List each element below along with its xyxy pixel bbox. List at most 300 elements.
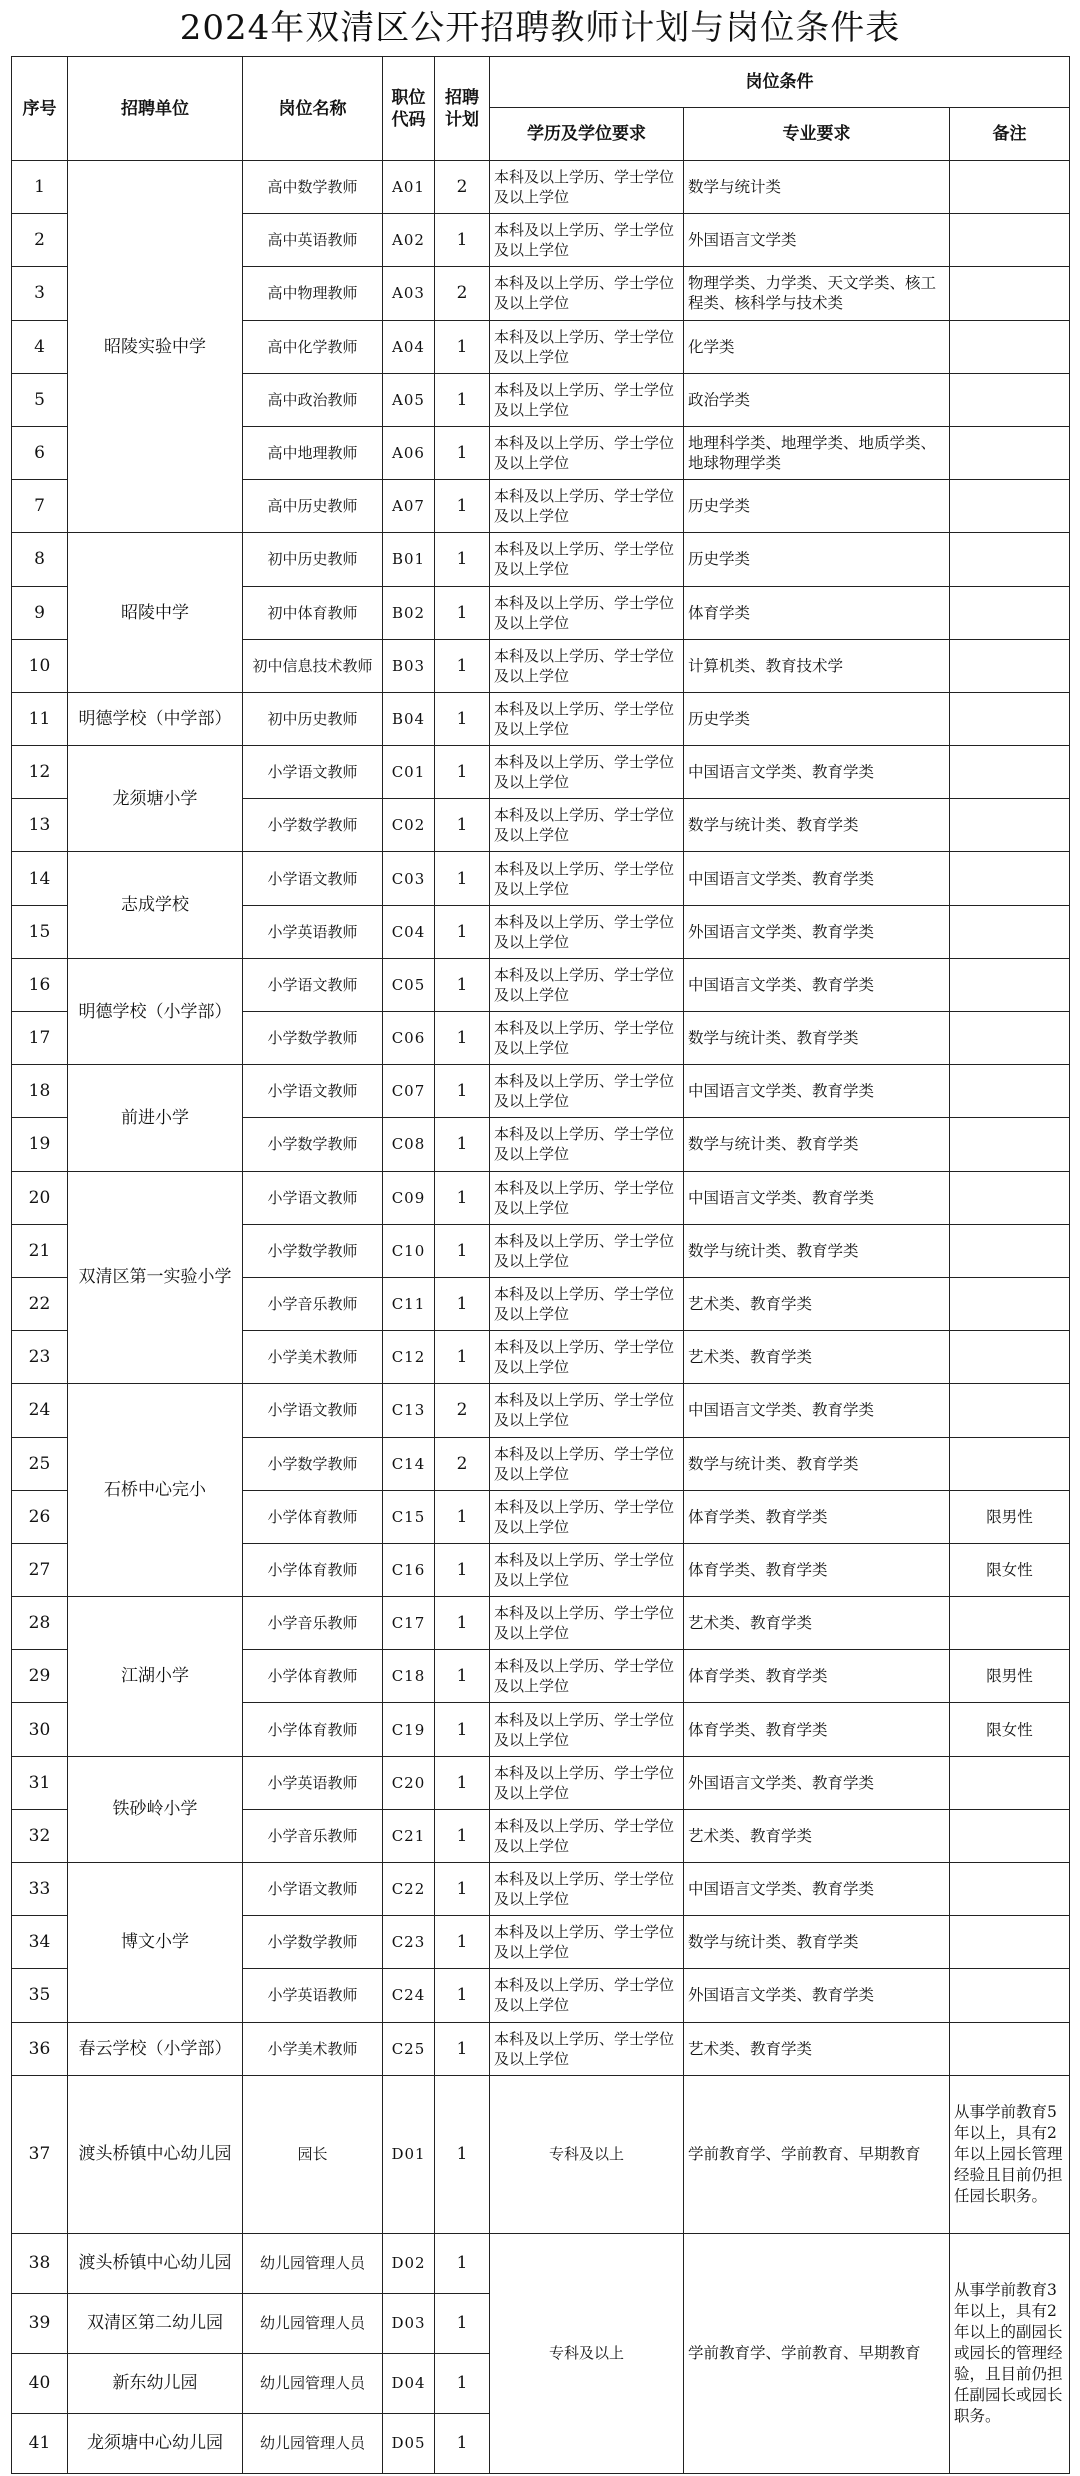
major-cell: 中国语言文学类、教育学类 xyxy=(684,746,950,799)
code-cell: C06 xyxy=(383,1012,435,1065)
seq-cell: 32 xyxy=(12,1809,68,1862)
major-cell: 历史学类 xyxy=(684,692,950,745)
unit-cell: 龙须塘中心幼儿园 xyxy=(68,2413,243,2473)
seq-cell: 14 xyxy=(12,852,68,905)
edu-cell: 本科及以上学历、学士学位及以上学位 xyxy=(490,692,684,745)
seq-cell: 27 xyxy=(12,1543,68,1596)
plan-cell: 1 xyxy=(435,373,490,426)
seq-cell: 29 xyxy=(12,1650,68,1703)
header-code: 职位代码 xyxy=(383,57,435,161)
plan-cell: 1 xyxy=(435,1969,490,2022)
post-cell: 小学数学教师 xyxy=(243,1012,383,1065)
plan-cell: 1 xyxy=(435,1916,490,1969)
unit-cell: 石桥中心完小 xyxy=(68,1384,243,1597)
note-cell: 限女性 xyxy=(950,1543,1070,1596)
note-cell xyxy=(950,320,1070,373)
plan-cell: 1 xyxy=(435,1224,490,1277)
seq-cell: 34 xyxy=(12,1916,68,1969)
post-cell: 小学数学教师 xyxy=(243,1916,383,1969)
major-cell: 艺术类、教育学类 xyxy=(684,1331,950,1384)
table-row xyxy=(12,746,1070,799)
header-note: 备注 xyxy=(950,108,1070,161)
post-cell: 幼儿园管理人员 xyxy=(243,2293,383,2353)
code-cell: C16 xyxy=(383,1543,435,1596)
table-row xyxy=(12,1065,1070,1118)
post-cell: 小学语文教师 xyxy=(243,1171,383,1224)
plan-cell: 1 xyxy=(435,1065,490,1118)
seq-cell: 31 xyxy=(12,1756,68,1809)
major-cell: 体育学类、教育学类 xyxy=(684,1490,950,1543)
post-cell: 小学语文教师 xyxy=(243,852,383,905)
edu-cell: 本科及以上学历、学士学位及以上学位 xyxy=(490,1012,684,1065)
code-cell: D01 xyxy=(383,2075,435,2233)
code-cell: A03 xyxy=(383,267,435,320)
note-cell xyxy=(950,161,1070,214)
major-cell: 中国语言文学类、教育学类 xyxy=(684,1384,950,1437)
table-row xyxy=(12,2022,1070,2075)
plan-cell: 1 xyxy=(435,1171,490,1224)
note-cell xyxy=(950,1597,1070,1650)
major-cell: 地理科学类、地理学类、地质学类、地球物理学类 xyxy=(684,426,950,479)
seq-cell: 28 xyxy=(12,1597,68,1650)
edu-cell: 本科及以上学历、学士学位及以上学位 xyxy=(490,1490,684,1543)
seq-cell: 7 xyxy=(12,480,68,533)
seq-cell: 30 xyxy=(12,1703,68,1756)
unit-cell: 新东幼儿园 xyxy=(68,2353,243,2413)
note-cell: 限男性 xyxy=(950,1650,1070,1703)
post-cell: 初中体育教师 xyxy=(243,586,383,639)
plan-cell: 1 xyxy=(435,2075,490,2233)
seq-cell: 25 xyxy=(12,1437,68,1490)
edu-cell: 本科及以上学历、学士学位及以上学位 xyxy=(490,1650,684,1703)
major-cell: 数学与统计类、教育学类 xyxy=(684,1916,950,1969)
post-cell: 小学语文教师 xyxy=(243,1863,383,1916)
edu-cell: 本科及以上学历、学士学位及以上学位 xyxy=(490,1809,684,1862)
plan-cell: 1 xyxy=(435,2293,490,2353)
plan-cell: 1 xyxy=(435,214,490,267)
seq-cell: 3 xyxy=(12,267,68,320)
edu-cell: 本科及以上学历、学士学位及以上学位 xyxy=(490,1277,684,1330)
code-cell: D05 xyxy=(383,2413,435,2473)
unit-cell: 昭陵实验中学 xyxy=(68,161,243,533)
note-cell xyxy=(950,1809,1070,1862)
major-cell: 外国语言文学类、教育学类 xyxy=(684,1756,950,1809)
table-row xyxy=(12,1171,1070,1224)
note-cell xyxy=(950,586,1070,639)
code-cell: C15 xyxy=(383,1490,435,1543)
major-cell: 数学与统计类、教育学类 xyxy=(684,799,950,852)
note-cell xyxy=(950,1331,1070,1384)
major-cell: 数学与统计类、教育学类 xyxy=(684,1012,950,1065)
plan-cell: 1 xyxy=(435,2022,490,2075)
table-body xyxy=(12,161,1070,2474)
unit-cell: 昭陵中学 xyxy=(68,533,243,693)
seq-cell: 37 xyxy=(12,2075,68,2233)
post-cell: 高中数学教师 xyxy=(243,161,383,214)
code-cell: B03 xyxy=(383,639,435,692)
edu-cell: 本科及以上学历、学士学位及以上学位 xyxy=(490,1703,684,1756)
table-row xyxy=(12,161,1070,214)
seq-cell: 35 xyxy=(12,1969,68,2022)
seq-cell: 33 xyxy=(12,1863,68,1916)
note-cell xyxy=(950,639,1070,692)
seq-cell: 13 xyxy=(12,799,68,852)
edu-cell: 本科及以上学历、学士学位及以上学位 xyxy=(490,426,684,479)
edu-cell: 本科及以上学历、学士学位及以上学位 xyxy=(490,958,684,1011)
table-row xyxy=(12,852,1070,905)
major-cell: 外国语言文学类、教育学类 xyxy=(684,1969,950,2022)
note-cell xyxy=(950,373,1070,426)
unit-cell: 龙须塘小学 xyxy=(68,746,243,852)
code-cell: C24 xyxy=(383,1969,435,2022)
major-cell: 学前教育学、学前教育、早期教育 xyxy=(684,2233,950,2473)
plan-cell: 1 xyxy=(435,426,490,479)
post-cell: 小学数学教师 xyxy=(243,799,383,852)
code-cell: C05 xyxy=(383,958,435,1011)
unit-cell: 明德学校（中学部） xyxy=(68,692,243,745)
note-cell xyxy=(950,1118,1070,1171)
post-cell: 小学英语教师 xyxy=(243,905,383,958)
note-cell xyxy=(950,533,1070,586)
note-cell xyxy=(950,214,1070,267)
seq-cell: 2 xyxy=(12,214,68,267)
post-cell: 小学英语教师 xyxy=(243,1969,383,2022)
code-cell: B02 xyxy=(383,586,435,639)
edu-cell: 本科及以上学历、学士学位及以上学位 xyxy=(490,1756,684,1809)
major-cell: 体育学类、教育学类 xyxy=(684,1703,950,1756)
code-cell: C18 xyxy=(383,1650,435,1703)
major-cell: 中国语言文学类、教育学类 xyxy=(684,958,950,1011)
unit-cell: 前进小学 xyxy=(68,1065,243,1171)
edu-cell: 本科及以上学历、学士学位及以上学位 xyxy=(490,852,684,905)
recruitment-table-container xyxy=(11,56,1069,2474)
post-cell: 高中政治教师 xyxy=(243,373,383,426)
header-seq: 序号 xyxy=(12,57,68,161)
major-cell: 计算机类、教育技术学 xyxy=(684,639,950,692)
seq-cell: 10 xyxy=(12,639,68,692)
major-cell: 中国语言文学类、教育学类 xyxy=(684,852,950,905)
edu-cell: 本科及以上学历、学士学位及以上学位 xyxy=(490,1597,684,1650)
unit-cell: 双清区第一实验小学 xyxy=(68,1171,243,1384)
seq-cell: 19 xyxy=(12,1118,68,1171)
code-cell: C17 xyxy=(383,1597,435,1650)
major-cell: 艺术类、教育学类 xyxy=(684,1597,950,1650)
plan-cell: 1 xyxy=(435,1756,490,1809)
code-cell: C01 xyxy=(383,746,435,799)
note-cell xyxy=(950,1012,1070,1065)
table-row xyxy=(12,1597,1070,1650)
post-cell: 小学数学教师 xyxy=(243,1224,383,1277)
header-edu: 学历及学位要求 xyxy=(490,108,684,161)
post-cell: 小学语文教师 xyxy=(243,746,383,799)
edu-cell: 本科及以上学历、学士学位及以上学位 xyxy=(490,799,684,852)
code-cell: C07 xyxy=(383,1065,435,1118)
code-cell: A07 xyxy=(383,480,435,533)
major-cell: 政治学类 xyxy=(684,373,950,426)
table-row xyxy=(12,1863,1070,1916)
table-row xyxy=(12,1756,1070,1809)
unit-cell: 明德学校（小学部） xyxy=(68,958,243,1064)
post-cell: 初中历史教师 xyxy=(243,692,383,745)
major-cell: 数学与统计类、教育学类 xyxy=(684,1437,950,1490)
seq-cell: 17 xyxy=(12,1012,68,1065)
major-cell: 体育学类、教育学类 xyxy=(684,1543,950,1596)
major-cell: 艺术类、教育学类 xyxy=(684,1277,950,1330)
note-cell xyxy=(950,1863,1070,1916)
edu-cell: 本科及以上学历、学士学位及以上学位 xyxy=(490,1863,684,1916)
post-cell: 高中历史教师 xyxy=(243,480,383,533)
code-cell: A06 xyxy=(383,426,435,479)
major-cell: 外国语言文学类、教育学类 xyxy=(684,905,950,958)
table-row xyxy=(12,958,1070,1011)
edu-cell: 本科及以上学历、学士学位及以上学位 xyxy=(490,746,684,799)
plan-cell: 1 xyxy=(435,480,490,533)
plan-cell: 2 xyxy=(435,1384,490,1437)
major-cell: 体育学类 xyxy=(684,586,950,639)
note-cell: 从事学前教育3年以上，具有2年以上的副园长或园长的管理经验，且目前仍担任副园长或园长职务。 xyxy=(950,2233,1070,2473)
recruitment-table xyxy=(11,56,1070,2474)
post-cell: 高中地理教师 xyxy=(243,426,383,479)
seq-cell: 21 xyxy=(12,1224,68,1277)
code-cell: C08 xyxy=(383,1118,435,1171)
header-major: 专业要求 xyxy=(684,108,950,161)
post-cell: 高中物理教师 xyxy=(243,267,383,320)
edu-cell: 本科及以上学历、学士学位及以上学位 xyxy=(490,1065,684,1118)
post-cell: 幼儿园管理人员 xyxy=(243,2233,383,2293)
post-cell: 幼儿园管理人员 xyxy=(243,2353,383,2413)
edu-cell: 本科及以上学历、学士学位及以上学位 xyxy=(490,639,684,692)
edu-cell: 本科及以上学历、学士学位及以上学位 xyxy=(490,1543,684,1596)
code-cell: A02 xyxy=(383,214,435,267)
plan-cell: 1 xyxy=(435,2233,490,2293)
plan-cell: 1 xyxy=(435,746,490,799)
edu-cell: 本科及以上学历、学士学位及以上学位 xyxy=(490,533,684,586)
code-cell: C21 xyxy=(383,1809,435,1862)
code-cell: C09 xyxy=(383,1171,435,1224)
note-cell xyxy=(950,1224,1070,1277)
edu-cell: 本科及以上学历、学士学位及以上学位 xyxy=(490,1331,684,1384)
post-cell: 小学语文教师 xyxy=(243,1065,383,1118)
code-cell: C04 xyxy=(383,905,435,958)
major-cell: 艺术类、教育学类 xyxy=(684,1809,950,1862)
note-cell: 限女性 xyxy=(950,1703,1070,1756)
post-cell: 高中化学教师 xyxy=(243,320,383,373)
header-unit: 招聘单位 xyxy=(68,57,243,161)
seq-cell: 6 xyxy=(12,426,68,479)
seq-cell: 26 xyxy=(12,1490,68,1543)
edu-cell: 本科及以上学历、学士学位及以上学位 xyxy=(490,267,684,320)
post-cell: 园长 xyxy=(243,2075,383,2233)
seq-cell: 41 xyxy=(12,2413,68,2473)
code-cell: D03 xyxy=(383,2293,435,2353)
post-cell: 小学美术教师 xyxy=(243,1331,383,1384)
plan-cell: 1 xyxy=(435,639,490,692)
code-cell: C13 xyxy=(383,1384,435,1437)
seq-cell: 1 xyxy=(12,161,68,214)
edu-cell: 本科及以上学历、学士学位及以上学位 xyxy=(490,320,684,373)
seq-cell: 4 xyxy=(12,320,68,373)
edu-cell: 本科及以上学历、学士学位及以上学位 xyxy=(490,1437,684,1490)
header-plan: 招聘计划 xyxy=(435,57,490,161)
post-cell: 小学音乐教师 xyxy=(243,1809,383,1862)
plan-cell: 1 xyxy=(435,1277,490,1330)
seq-cell: 16 xyxy=(12,958,68,1011)
major-cell: 外国语言文学类 xyxy=(684,214,950,267)
post-cell: 幼儿园管理人员 xyxy=(243,2413,383,2473)
code-cell: B04 xyxy=(383,692,435,745)
code-cell: A01 xyxy=(383,161,435,214)
plan-cell: 2 xyxy=(435,1437,490,1490)
seq-cell: 15 xyxy=(12,905,68,958)
code-cell: C14 xyxy=(383,1437,435,1490)
post-cell: 小学音乐教师 xyxy=(243,1597,383,1650)
note-cell xyxy=(950,1277,1070,1330)
note-cell xyxy=(950,426,1070,479)
code-cell: C22 xyxy=(383,1863,435,1916)
plan-cell: 1 xyxy=(435,1809,490,1862)
note-cell xyxy=(950,2022,1070,2075)
plan-cell: 1 xyxy=(435,2353,490,2413)
post-cell: 小学体育教师 xyxy=(243,1703,383,1756)
major-cell: 学前教育学、学前教育、早期教育 xyxy=(684,2075,950,2233)
seq-cell: 36 xyxy=(12,2022,68,2075)
major-cell: 历史学类 xyxy=(684,480,950,533)
note-cell xyxy=(950,267,1070,320)
seq-cell: 11 xyxy=(12,692,68,745)
code-cell: C11 xyxy=(383,1277,435,1330)
edu-cell: 专科及以上 xyxy=(490,2075,684,2233)
seq-cell: 12 xyxy=(12,746,68,799)
note-cell xyxy=(950,1065,1070,1118)
code-cell: A04 xyxy=(383,320,435,373)
seq-cell: 24 xyxy=(12,1384,68,1437)
code-cell: C12 xyxy=(383,1331,435,1384)
note-cell xyxy=(950,852,1070,905)
plan-cell: 1 xyxy=(435,1490,490,1543)
note-cell xyxy=(950,1969,1070,2022)
unit-cell: 渡头桥镇中心幼儿园 xyxy=(68,2075,243,2233)
note-cell: 从事学前教育5年以上，具有2年以上园长管理经验且目前仍担任园长职务。 xyxy=(950,2075,1070,2233)
edu-cell: 本科及以上学历、学士学位及以上学位 xyxy=(490,586,684,639)
unit-cell: 江湖小学 xyxy=(68,1597,243,1757)
edu-cell: 本科及以上学历、学士学位及以上学位 xyxy=(490,2022,684,2075)
note-cell xyxy=(950,1916,1070,1969)
plan-cell: 1 xyxy=(435,1863,490,1916)
edu-cell: 本科及以上学历、学士学位及以上学位 xyxy=(490,1916,684,1969)
seq-cell: 40 xyxy=(12,2353,68,2413)
note-cell: 限男性 xyxy=(950,1490,1070,1543)
seq-cell: 8 xyxy=(12,533,68,586)
header-conditions: 岗位条件 xyxy=(490,57,1070,108)
plan-cell: 1 xyxy=(435,799,490,852)
edu-cell: 本科及以上学历、学士学位及以上学位 xyxy=(490,1224,684,1277)
post-cell: 小学数学教师 xyxy=(243,1118,383,1171)
major-cell: 艺术类、教育学类 xyxy=(684,2022,950,2075)
unit-cell: 双清区第二幼儿园 xyxy=(68,2293,243,2353)
code-cell: C20 xyxy=(383,1756,435,1809)
note-cell xyxy=(950,958,1070,1011)
note-cell xyxy=(950,480,1070,533)
table-row xyxy=(12,692,1070,745)
post-cell: 小学体育教师 xyxy=(243,1650,383,1703)
edu-cell: 本科及以上学历、学士学位及以上学位 xyxy=(490,161,684,214)
plan-cell: 1 xyxy=(435,1597,490,1650)
post-cell: 小学数学教师 xyxy=(243,1437,383,1490)
seq-cell: 5 xyxy=(12,373,68,426)
seq-cell: 9 xyxy=(12,586,68,639)
plan-cell: 1 xyxy=(435,1331,490,1384)
unit-cell: 春云学校（小学部） xyxy=(68,2022,243,2075)
post-cell: 初中历史教师 xyxy=(243,533,383,586)
seq-cell: 20 xyxy=(12,1171,68,1224)
post-cell: 小学体育教师 xyxy=(243,1543,383,1596)
major-cell: 物理学类、力学类、天文学类、核工程类、核科学与技术类 xyxy=(684,267,950,320)
unit-cell: 博文小学 xyxy=(68,1863,243,2023)
plan-cell: 1 xyxy=(435,958,490,1011)
seq-cell: 22 xyxy=(12,1277,68,1330)
plan-cell: 1 xyxy=(435,905,490,958)
page-title: 2024年双清区公开招聘教师计划与岗位条件表 xyxy=(179,8,901,48)
code-cell: C10 xyxy=(383,1224,435,1277)
seq-cell: 39 xyxy=(12,2293,68,2353)
edu-cell: 本科及以上学历、学士学位及以上学位 xyxy=(490,1384,684,1437)
post-cell: 小学英语教师 xyxy=(243,1756,383,1809)
code-cell: C25 xyxy=(383,2022,435,2075)
post-cell: 高中英语教师 xyxy=(243,214,383,267)
note-cell xyxy=(950,1437,1070,1490)
major-cell: 体育学类、教育学类 xyxy=(684,1650,950,1703)
plan-cell: 1 xyxy=(435,852,490,905)
major-cell: 数学与统计类、教育学类 xyxy=(684,1118,950,1171)
major-cell: 化学类 xyxy=(684,320,950,373)
code-cell: D02 xyxy=(383,2233,435,2293)
code-cell: D04 xyxy=(383,2353,435,2413)
post-cell: 小学语文教师 xyxy=(243,1384,383,1437)
edu-cell: 专科及以上 xyxy=(490,2233,684,2473)
code-cell: A05 xyxy=(383,373,435,426)
plan-cell: 1 xyxy=(435,320,490,373)
edu-cell: 本科及以上学历、学士学位及以上学位 xyxy=(490,1969,684,2022)
plan-cell: 1 xyxy=(435,533,490,586)
seq-cell: 38 xyxy=(12,2233,68,2293)
major-cell: 历史学类 xyxy=(684,533,950,586)
post-cell: 小学语文教师 xyxy=(243,958,383,1011)
plan-cell: 1 xyxy=(435,586,490,639)
major-cell: 数学与统计类 xyxy=(684,161,950,214)
major-cell: 中国语言文学类、教育学类 xyxy=(684,1171,950,1224)
table-row xyxy=(12,533,1070,586)
plan-cell: 2 xyxy=(435,161,490,214)
edu-cell: 本科及以上学历、学士学位及以上学位 xyxy=(490,1171,684,1224)
major-cell: 数学与统计类、教育学类 xyxy=(684,1224,950,1277)
plan-cell: 1 xyxy=(435,692,490,745)
unit-cell: 志成学校 xyxy=(68,852,243,958)
note-cell xyxy=(950,905,1070,958)
table-row xyxy=(12,1384,1070,1437)
code-cell: C03 xyxy=(383,852,435,905)
plan-cell: 1 xyxy=(435,1703,490,1756)
edu-cell: 本科及以上学历、学士学位及以上学位 xyxy=(490,1118,684,1171)
note-cell xyxy=(950,1384,1070,1437)
edu-cell: 本科及以上学历、学士学位及以上学位 xyxy=(490,373,684,426)
plan-cell: 1 xyxy=(435,1012,490,1065)
note-cell xyxy=(950,692,1070,745)
note-cell xyxy=(950,1171,1070,1224)
plan-cell: 2 xyxy=(435,267,490,320)
plan-cell: 1 xyxy=(435,2413,490,2473)
post-cell: 小学体育教师 xyxy=(243,1490,383,1543)
edu-cell: 本科及以上学历、学士学位及以上学位 xyxy=(490,480,684,533)
